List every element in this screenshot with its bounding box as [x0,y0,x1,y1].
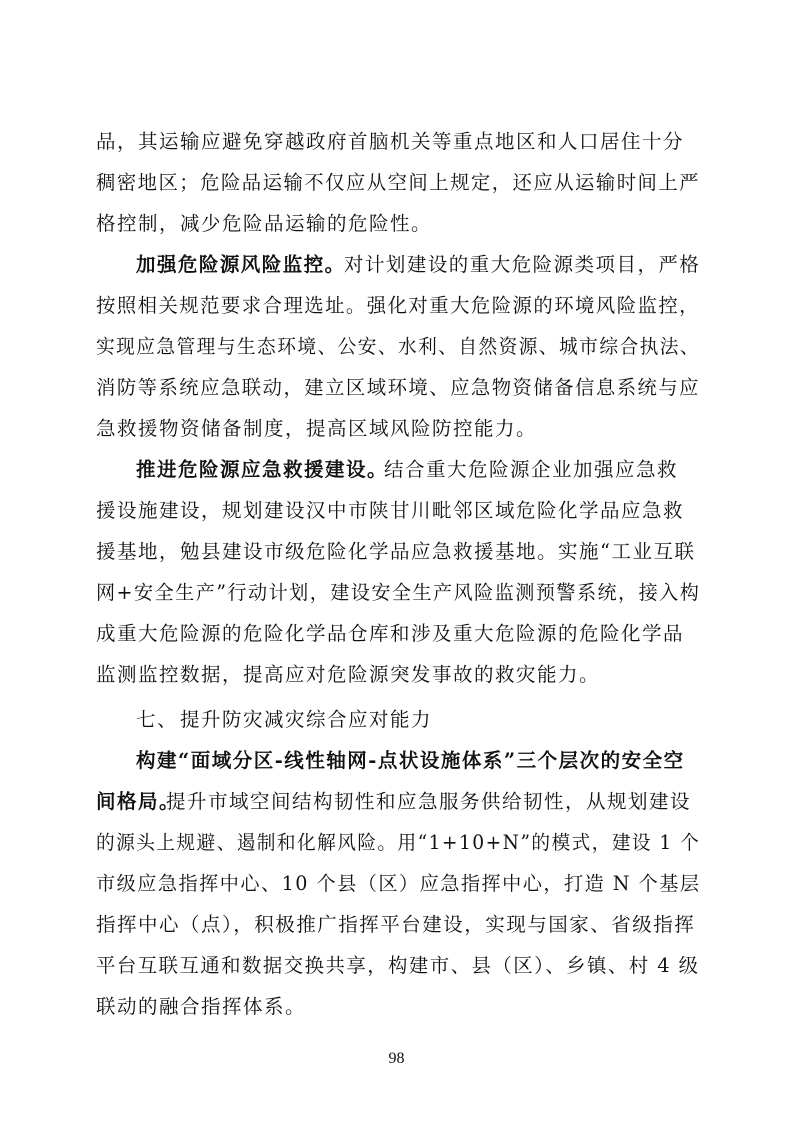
body-text: 市级应急指挥中心、10 个县（区）应急指挥中心，打造 N 个基层 [96,872,701,895]
body-text: 平台互联互通和数据交换共享，构建市、县（区）、乡镇、村 4 级 [96,954,700,977]
body-text: 格控制，减少危险品运输的危险性。 [96,212,433,235]
body-text: 援设施建设，规划建设汉中市陕甘川毗邻区域危险化学品应急救 [96,499,685,522]
body-text: 的源头上规避、遏制和化解风险。用“1+10+N”的模式，建设 1 个 [96,831,701,854]
body-text: 结合重大危险源企业加强应急救 [384,458,679,481]
page-number: 98 [388,1050,405,1067]
section-title: 提升防灾减灾综合应对能力 [180,708,433,731]
body-text: 监测监控数据，提高应对危险源突发事故的救灾能力。 [96,663,601,686]
body-text: 急救援物资储备制度，提高区域风险防控能力。 [96,417,538,440]
body-text: 稠密地区；危险品运输不仅应从空间上规定，还应从运输时间上严 [96,171,701,194]
body-text: 援基地，勉县建设市级危险化学品应急救援基地。实施“工业互联 [96,540,696,563]
body-text: 消防等系统应急联动，建立区域环境、应急物资储备信息系统与应 [96,376,701,399]
paragraph-heading: 构建“面域分区-线性轴网-点状设施体系”三个层次的安全空 [136,749,685,772]
body-text: 品，其运输应避免穿越政府首脑机关等重点地区和人口居住十分 [96,130,685,153]
body-text: 提升市域空间结构韧性和应急服务供给韧性，从规划建设 [166,790,692,813]
paragraph-heading: 间格局。 [96,790,181,813]
body-text: 网+安全生产”行动计划，建设安全生产风险监测预警系统，接入构 [96,581,701,604]
body-text: 按照相关规范要求合理选址。强化对重大危险源的环境风险监控， [96,294,701,317]
section-number: 七、 [136,708,179,731]
body-text: 联动的融合指挥体系。 [96,995,307,1018]
body-text: 实现应急管理与生态环境、公安、水利、自然资源、城市综合执法、 [96,335,700,358]
paragraph-heading: 加强危险源风险监控。 [136,253,346,276]
body-text: 指挥中心（点），积极推广指挥平台建设，实现与国家、省级指挥 [96,913,696,936]
body-text: 对计划建设的重大危险源类项目，严格 [343,253,700,276]
paragraph-heading: 推进危险源应急救援建设。 [136,458,389,481]
body-text: 成重大危险源的危险化学品仓库和涉及重大危险源的危险化学品 [96,622,685,645]
